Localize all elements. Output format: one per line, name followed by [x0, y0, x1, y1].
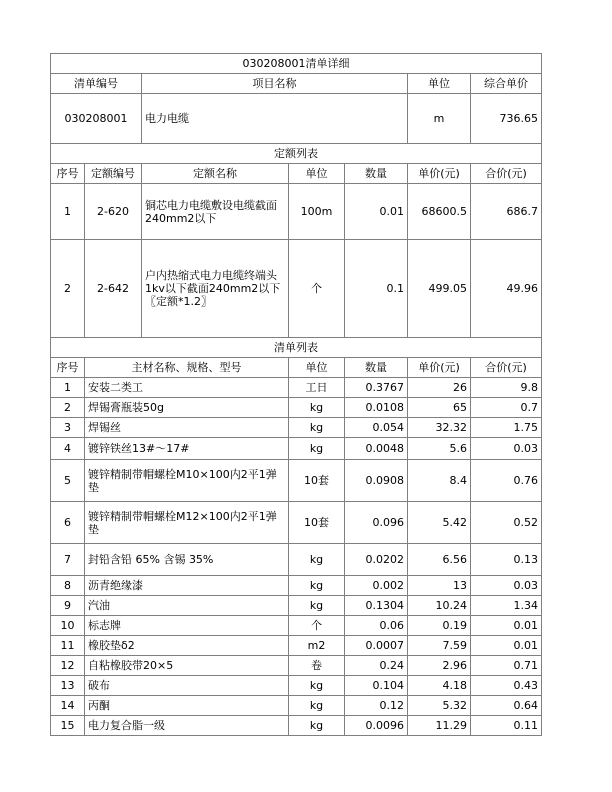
- materials-col-unit: 单位: [289, 358, 345, 378]
- material-row: [51, 636, 542, 656]
- material-total: 0.01: [471, 616, 542, 636]
- quota-total: 686.7: [471, 184, 542, 240]
- material-price: 4.18: [408, 676, 471, 696]
- material-qty: 0.002: [345, 576, 408, 596]
- materials-header-row: [51, 358, 542, 378]
- material-name: 镀锌精制带帽螺栓M12×100内2平1弹垫: [85, 502, 289, 544]
- quota-price: 499.05: [408, 240, 471, 338]
- material-qty: 0.0202: [345, 544, 408, 576]
- material-no: 10: [51, 616, 85, 636]
- material-total: 1.75: [471, 418, 542, 438]
- quota-qty: 0.1: [345, 240, 408, 338]
- material-total: 0.7: [471, 398, 542, 418]
- material-unit: kg: [289, 418, 345, 438]
- material-no: 9: [51, 596, 85, 616]
- material-price: 32.32: [408, 418, 471, 438]
- material-price: 0.19: [408, 616, 471, 636]
- material-row: [51, 696, 542, 716]
- material-total: 0.52: [471, 502, 542, 544]
- quota-col-code: 定额编号: [85, 164, 142, 184]
- material-no: 7: [51, 544, 85, 576]
- material-row: [51, 616, 542, 636]
- material-row: [51, 460, 542, 502]
- quota-col-qty: 数量: [345, 164, 408, 184]
- material-price: 65: [408, 398, 471, 418]
- material-row: [51, 596, 542, 616]
- material-price: 2.96: [408, 656, 471, 676]
- material-no: 5: [51, 460, 85, 502]
- materials-section-title: 清单列表: [51, 338, 542, 358]
- quota-col-total: 合价(元): [471, 164, 542, 184]
- material-qty: 0.104: [345, 676, 408, 696]
- material-name: 封铅含铅 65% 含锡 35%: [85, 544, 289, 576]
- material-no: 13: [51, 676, 85, 696]
- quota-code: 2-620: [85, 184, 142, 240]
- material-name: 沥青绝缘漆: [85, 576, 289, 596]
- material-row: [51, 418, 542, 438]
- quota-no: 2: [51, 240, 85, 338]
- quota-section-title: 定额列表: [51, 144, 542, 164]
- bill-code-header: 清单编号: [51, 74, 142, 94]
- material-unit: 卷: [289, 656, 345, 676]
- material-no: 1: [51, 378, 85, 398]
- quota-col-name: 定额名称: [142, 164, 289, 184]
- quota-row: [51, 184, 542, 240]
- quota-price: 68600.5: [408, 184, 471, 240]
- quota-col-unit: 单位: [289, 164, 345, 184]
- material-unit: kg: [289, 398, 345, 418]
- material-name: 破布: [85, 676, 289, 696]
- bill-name: 电力电缆: [142, 94, 408, 144]
- bill-name-header: 项目名称: [142, 74, 408, 94]
- material-row: [51, 716, 542, 736]
- quota-unit: 100m: [289, 184, 345, 240]
- material-no: 6: [51, 502, 85, 544]
- material-total: 0.01: [471, 636, 542, 656]
- material-no: 2: [51, 398, 85, 418]
- material-total: 0.71: [471, 656, 542, 676]
- material-unit: 10套: [289, 460, 345, 502]
- material-price: 26: [408, 378, 471, 398]
- materials-col-price: 单价(元): [408, 358, 471, 378]
- material-row: [51, 438, 542, 460]
- bill-unit: m: [408, 94, 471, 144]
- material-qty: 0.0048: [345, 438, 408, 460]
- material-name: 电力复合脂一级: [85, 716, 289, 736]
- material-row: [51, 576, 542, 596]
- material-unit: kg: [289, 596, 345, 616]
- material-row: [51, 656, 542, 676]
- material-total: 0.64: [471, 696, 542, 716]
- material-name: 镀锌精制带帽螺栓M10×100内2平1弹垫: [85, 460, 289, 502]
- material-unit: kg: [289, 696, 345, 716]
- material-no: 4: [51, 438, 85, 460]
- material-row: [51, 378, 542, 398]
- material-no: 12: [51, 656, 85, 676]
- material-name: 安装二类工: [85, 378, 289, 398]
- material-price: 5.42: [408, 502, 471, 544]
- bill-price: 736.65: [471, 94, 542, 144]
- material-price: 7.59: [408, 636, 471, 656]
- material-unit: 10套: [289, 502, 345, 544]
- material-name: 汽油: [85, 596, 289, 616]
- material-name: 焊锡丝: [85, 418, 289, 438]
- material-qty: 0.0007: [345, 636, 408, 656]
- materials-col-no: 序号: [51, 358, 85, 378]
- material-qty: 0.1304: [345, 596, 408, 616]
- material-qty: 0.24: [345, 656, 408, 676]
- material-total: 0.11: [471, 716, 542, 736]
- material-qty: 0.0108: [345, 398, 408, 418]
- material-qty: 0.096: [345, 502, 408, 544]
- bill-unit-header: 单位: [408, 74, 471, 94]
- material-price: 8.4: [408, 460, 471, 502]
- bill-row: [51, 94, 542, 144]
- material-qty: 0.12: [345, 696, 408, 716]
- material-qty: 0.0908: [345, 460, 408, 502]
- materials-col-qty: 数量: [345, 358, 408, 378]
- material-unit: m2: [289, 636, 345, 656]
- materials-col-total: 合价(元): [471, 358, 542, 378]
- material-unit: 个: [289, 616, 345, 636]
- material-total: 0.13: [471, 544, 542, 576]
- material-price: 6.56: [408, 544, 471, 576]
- material-unit: 工日: [289, 378, 345, 398]
- material-qty: 0.3767: [345, 378, 408, 398]
- quota-unit: 个: [289, 240, 345, 338]
- material-unit: kg: [289, 438, 345, 460]
- bill-code: 030208001: [51, 94, 142, 144]
- material-total: 0.76: [471, 460, 542, 502]
- material-name: 标志牌: [85, 616, 289, 636]
- page-title: 030208001清单详细: [51, 54, 542, 74]
- bill-price-header: 综合单价: [471, 74, 542, 94]
- quota-name: 户内热缩式电力电缆终端头1kv以下截面240mm2以下〖定额*1.2〗: [142, 240, 289, 338]
- material-row: [51, 502, 542, 544]
- material-no: 11: [51, 636, 85, 656]
- material-unit: kg: [289, 576, 345, 596]
- material-price: 13: [408, 576, 471, 596]
- material-total: 0.43: [471, 676, 542, 696]
- material-name: 橡胶垫δ2: [85, 636, 289, 656]
- material-price: 11.29: [408, 716, 471, 736]
- material-no: 14: [51, 696, 85, 716]
- material-row: [51, 544, 542, 576]
- quota-row: [51, 240, 542, 338]
- quota-header-row: [51, 164, 542, 184]
- material-unit: kg: [289, 676, 345, 696]
- material-price: 5.6: [408, 438, 471, 460]
- material-name: 自粘橡胶带20×5: [85, 656, 289, 676]
- quota-col-no: 序号: [51, 164, 85, 184]
- material-no: 15: [51, 716, 85, 736]
- material-unit: kg: [289, 716, 345, 736]
- material-total: 9.8: [471, 378, 542, 398]
- material-total: 0.03: [471, 438, 542, 460]
- material-name: 镀锌铁丝13#～17#: [85, 438, 289, 460]
- bill-header-row: [51, 74, 542, 94]
- quota-total: 49.96: [471, 240, 542, 338]
- material-price: 10.24: [408, 596, 471, 616]
- material-no: 8: [51, 576, 85, 596]
- bill-detail-table: [50, 53, 542, 736]
- material-qty: 0.054: [345, 418, 408, 438]
- quota-qty: 0.01: [345, 184, 408, 240]
- material-no: 3: [51, 418, 85, 438]
- material-qty: 0.0096: [345, 716, 408, 736]
- material-total: 1.34: [471, 596, 542, 616]
- quota-no: 1: [51, 184, 85, 240]
- material-total: 0.03: [471, 576, 542, 596]
- material-row: [51, 398, 542, 418]
- materials-col-name: 主材名称、规格、型号: [85, 358, 289, 378]
- material-unit: kg: [289, 544, 345, 576]
- material-qty: 0.06: [345, 616, 408, 636]
- material-name: 丙酮: [85, 696, 289, 716]
- material-name: 焊锡膏瓶装50g: [85, 398, 289, 418]
- quota-col-price: 单价(元): [408, 164, 471, 184]
- quota-name: 铜芯电力电缆敷设电缆截面240mm2以下: [142, 184, 289, 240]
- quota-code: 2-642: [85, 240, 142, 338]
- material-price: 5.32: [408, 696, 471, 716]
- material-row: [51, 676, 542, 696]
